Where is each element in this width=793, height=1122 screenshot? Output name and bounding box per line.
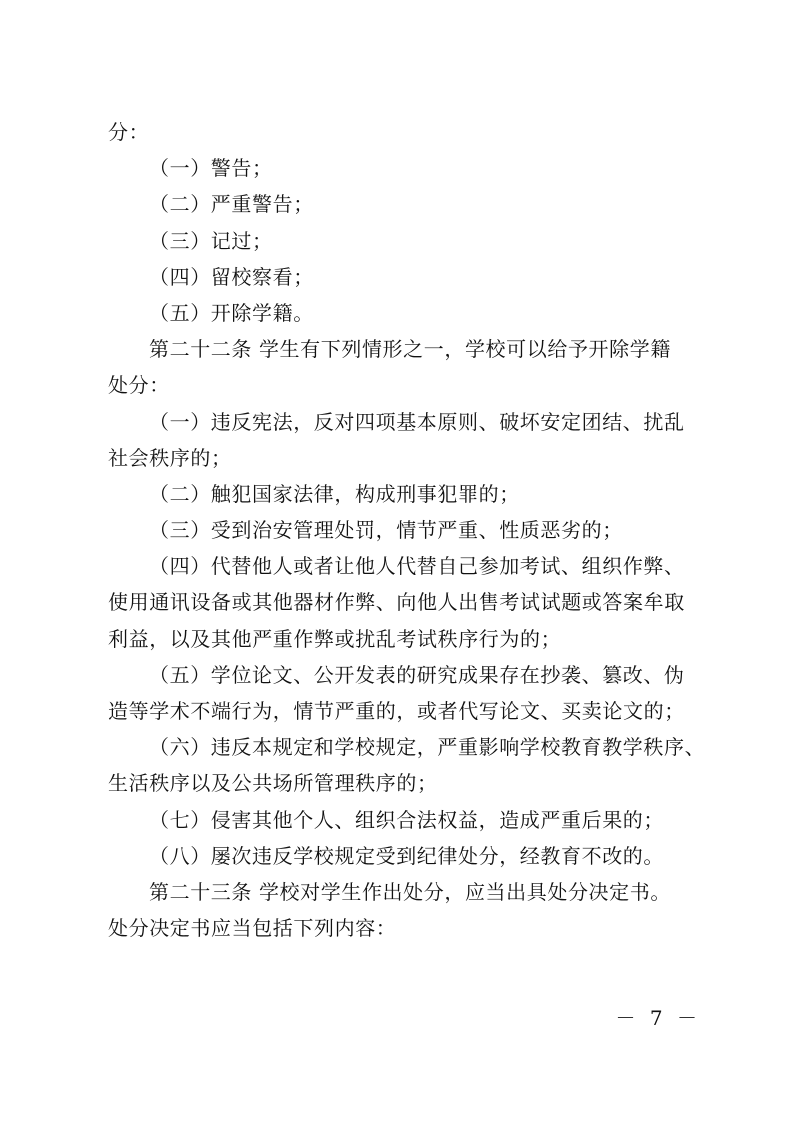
text-line: 第二十三条 学校对学生作出处分，应当出具处分决定书。 [149,879,671,904]
body-text [108,114,706,946]
text-line: 社会秩序的； [108,445,232,470]
text-line: 利益，以及其他严重作弊或扰乱考试秩序行为的； [108,626,562,651]
text-line: （五）学位论文、公开发表的研究成果存在抄袭、篡改、伪 [149,662,685,687]
text-line: （三）记过； [149,228,273,253]
text-line: （一）违反宪法，反对四项基本原则、破坏安定团结、扰乱 [149,409,685,434]
text-line: （五）开除学籍。 [149,300,314,325]
text-line: （二）严重警告； [149,192,314,217]
text-line: 处分决定书应当包括下列内容： [108,916,397,941]
page-number: － 7 － [615,1006,701,1030]
text-line: （一）警告； [149,156,273,181]
text-line: 造等学术不端行为，情节严重的，或者代写论文、买卖论文的； [108,699,685,723]
text-line: （八）屡次违反学校规定受到纪律处分，经教育不改的。 [149,843,664,868]
text-line: 第二十二条 学生有下列情形之一，学校可以给予开除学籍 [149,337,671,362]
text-line: 分： [108,120,150,144]
text-line: （四）留校察看； [149,264,314,289]
text-line: 生活秩序以及公共场所管理秩序的； [108,771,438,796]
text-line: （二）触犯国家法律，构成刑事犯罪的； [149,481,520,506]
text-line: （三）受到治安管理处罚，情节严重、性质恶劣的； [149,518,623,543]
text-line: （六）违反本规定和学校规定，严重影响学校教育教学秩序、 [149,735,706,760]
text-line: 使用通讯设备或其他器材作弊、向他人出售考试试题或答案牟取 [108,590,685,615]
text-line: （四）代替他人或者让他人代替自己参加考试、组织作弊、 [149,554,685,579]
text-line: 处分： [108,373,170,398]
text-line: （七）侵害其他个人、组织合法权益，造成严重后果的； [149,807,664,832]
